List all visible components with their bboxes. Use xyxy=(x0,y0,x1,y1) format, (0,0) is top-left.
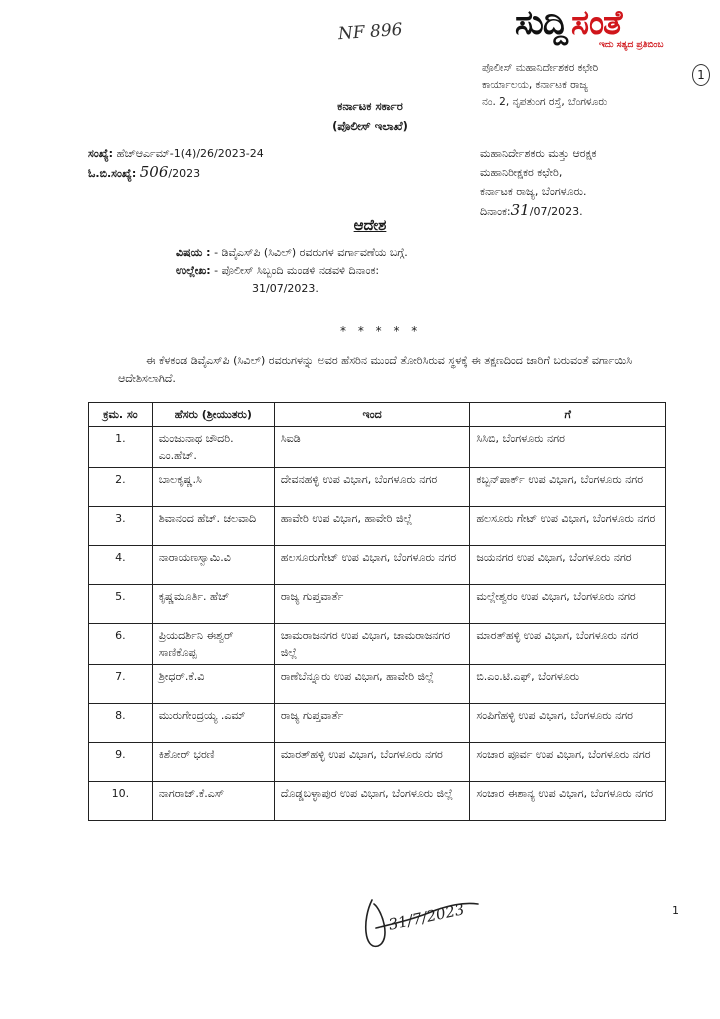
cell-to: ಮಲ್ಲೇಶ್ವರಂ ಉಪ ವಿಭಾಗ, ಬೆಂಗಳೂರು ನಗರ xyxy=(470,585,666,624)
office-address xyxy=(482,60,712,111)
cell-serial: 10. xyxy=(89,782,153,821)
header-from: ಇಂದ xyxy=(274,403,470,427)
cell-to: ಮಾರತ್‌ಹಳ್ಳಿ ಉಪ ವಿಭಾಗ, ಬೆಂಗಳೂರು ನಗರ xyxy=(470,624,666,665)
handwritten-reference: NF 896 xyxy=(337,19,404,45)
cell-name: ಬಾಲಕೃಷ್ಣ.ಸಿ xyxy=(152,468,274,507)
issuer-line: ಕರ್ನಾಟಕ ರಾಜ್ಯ, ಬೆಂಗಳೂರು. xyxy=(480,185,587,198)
cell-serial: 1. xyxy=(89,427,153,468)
cell-serial: 5. xyxy=(89,585,153,624)
cell-name: ಕೃಷ್ಣಮೂರ್ತಿ. ಹೆಚ್ xyxy=(152,585,274,624)
table-row xyxy=(89,507,666,546)
cell-name: ಮುರುಗೇಂದ್ರಯ್ಯ .ಎಮ್ xyxy=(152,704,274,743)
date-day: 31 xyxy=(510,201,530,219)
cell-to: ಕಬ್ಬನ್‌ಪಾರ್ಕ್ ಉಪ ವಿಭಾಗ, ಬೆಂಗಳೂರು ನಗರ xyxy=(470,468,666,507)
table-row xyxy=(89,665,666,704)
cell-to: ಸಂಚಾರ ಈಶಾನ್ಯ ಉಪ ವಿಭಾಗ, ಬೆಂಗಳೂರು ನಗರ xyxy=(470,782,666,821)
cell-name: ಕಿಶೋರ್ ಭರಣಿ xyxy=(152,743,274,782)
section-separator: * * * * * xyxy=(340,324,422,338)
subject-label: ವಿಷಯ : xyxy=(176,246,211,259)
signature-date: 31/7/2023 xyxy=(386,900,466,934)
header-name: ಹೆಸರು (ಶ್ರೀಯುತರು) xyxy=(152,403,274,427)
table-row xyxy=(89,468,666,507)
cell-name: ನಾರಾಯಣಸ್ವಾಮಿ.ವಿ xyxy=(152,546,274,585)
cell-serial: 6. xyxy=(89,624,153,665)
issuer-block xyxy=(480,144,597,221)
table-row xyxy=(89,624,666,665)
header-to: ಗೆ xyxy=(470,403,666,427)
logo-tagline: ಇದು ಸತ್ಯದ ಪ್ರತಿಬಿಂಬ xyxy=(599,40,664,50)
cell-serial: 3. xyxy=(89,507,153,546)
cell-from: ಸಿಐಡಿ xyxy=(274,427,470,468)
reference-number-label: ಸಂಖ್ಯೆ: xyxy=(88,147,114,160)
office-address-line: ಕಾರ್ಯಾಲಯ, ಕರ್ನಾಟಕ ರಾಜ್ಯ xyxy=(482,79,588,91)
page-number: 1 xyxy=(672,904,679,917)
header-serial: ಕ್ರಮ. ಸಂ xyxy=(89,403,153,427)
order-body-text: ಈ ಕೆಳಕಂಡ ಡಿವೈಎಸ್‌ಪಿ (ಸಿವಿಲ್) ರವರುಗಳನ್ನು ಅವರ ಹೆಸರಿನ ಮುಂದೆ ತೋರಿಸಿರುವ ಸ್ಥಳಕ್ಕೆ ಈ ತಕ್ಷಣದಿಂದ ಜಾರಿಗೆ ಬರುವಂತೆ ವರ್ಗಾಯಿಸಿ ಆದೇಶಿಸಲಾಗಿದೆ. xyxy=(118,354,633,385)
cell-from: ರಾಜ್ಯ ಗುಪ್ತವಾರ್ತೆ xyxy=(274,585,470,624)
department-name: (ಪೊಲೀಸ್ ಇಲಾಖೆ) xyxy=(332,119,408,133)
reference-number-value: ಹೆಚ್ಆರ್ಎಮ್-1(4)/26/2023-24 xyxy=(116,147,264,160)
cell-from: ದೊಡ್ಡಬಳ್ಳಾಪುರ ಉಪ ವಿಭಾಗ, ಬೆಂಗಳೂರು ಜಿಲ್ಲೆ xyxy=(274,782,470,821)
reference-text: - ಪೊಲೀಸ್ ಸಿಬ್ಬಂದಿ ಮಂಡಳಿ ನಡವಳಿ ದಿನಾಂಕ: xyxy=(214,264,380,277)
cell-from: ಹಾವೇರಿ ಉಪ ವಿಭಾಗ, ಹಾವೇರಿ ಜಿಲ್ಲೆ xyxy=(274,507,470,546)
table-row xyxy=(89,743,666,782)
cell-name: ನಾಗರಾಜ್.ಕೆ.ಎಸ್ xyxy=(152,782,274,821)
logo-text-primary: ಸುದ್ದಿ xyxy=(515,3,567,43)
cell-name: ಶಿವಾನಂದ ಹೆಚ್. ಚಲವಾದಿ xyxy=(152,507,274,546)
order-title: ಆದೇಶ xyxy=(353,216,387,234)
cell-to: ಸಿಸಿಬಿ, ಬೆಂಗಳೂರು ನಗರ xyxy=(470,427,666,468)
reference-label: ಉಲ್ಲೇಖ: xyxy=(176,264,211,277)
cell-serial: 8. xyxy=(89,704,153,743)
logo-text-secondary: ಸಂತೆ xyxy=(570,3,622,43)
ob-number-year: /2023 xyxy=(168,167,201,180)
table-row xyxy=(89,427,666,468)
subject-text: - ಡಿವೈಎಸ್‌ಪಿ (ಸಿವಿಲ್) ರವರುಗಳ ವರ್ಗಾವಣೆಯ ಬಗ್ಗೆ. xyxy=(214,246,408,259)
government-heading xyxy=(300,96,440,136)
cell-name: ಶ್ರೀಧರ್.ಕೆ.ವಿ xyxy=(152,665,274,704)
cell-from: ಮಾರತ್‌ಹಳ್ಳಿ ಉಪ ವಿಭಾಗ, ಬೆಂಗಳೂರು ನಗರ xyxy=(274,743,470,782)
issuer-line: ಮಹಾನಿರ್ದೇಶಕರು ಮತ್ತು ಆರಕ್ಷಕ xyxy=(480,147,597,160)
cell-from: ರಾಜ್ಯ ಗುಪ್ತವಾರ್ತೆ xyxy=(274,704,470,743)
date-rest: /07/2023. xyxy=(529,205,583,218)
issuer-line: ಮಹಾನಿರೀಕ್ಷಕರ ಕಛೇರಿ, xyxy=(480,166,563,179)
cell-to: ಬಿ.ಎಂ.ಟಿ.ಎಫ್, ಬೆಂಗಳೂರು xyxy=(470,665,666,704)
cell-to: ಹಲಸೂರು ಗೇಟ್ ಉಪ ವಿಭಾಗ, ಬೆಂಗಳೂರು ನಗರ xyxy=(470,507,666,546)
cell-to: ಸಂಪಿಗೆಹಳ್ಳಿ ಉಪ ವಿಭಾಗ, ಬೆಂಗಳೂರು ನಗರ xyxy=(470,704,666,743)
cell-serial: 9. xyxy=(89,743,153,782)
address-circle-number: 1 xyxy=(692,64,710,86)
table-row xyxy=(89,782,666,821)
cell-serial: 2. xyxy=(89,468,153,507)
cell-name: ಪ್ರಿಯದರ್ಶಿನಿ ಈಶ್ವರ್ ಸಾಣಿಕೊಪ್ಪ xyxy=(152,624,274,665)
reference-date: 31/07/2023. xyxy=(252,282,319,295)
office-address-line: ಪೊಲೀಸ್ ಮಹಾನಿರ್ದೇಶಕರ ಕಛೇರಿ xyxy=(482,62,599,74)
table-row xyxy=(89,546,666,585)
table-header-row xyxy=(89,403,666,427)
subject-block xyxy=(176,244,576,298)
watermark-logo xyxy=(515,4,715,56)
cell-name: ಮಂಜುನಾಥ ಚೌದರಿ. ಎಂ.ಹೆಚ್. xyxy=(152,427,274,468)
office-address-line: ನಂ. 2, ನೃಪತುಂಗ ರಸ್ತೆ, ಬೆಂಗಳೂರು xyxy=(482,96,608,108)
table-row xyxy=(89,585,666,624)
cell-from: ಚಾಮರಾಜನಗರ ಉಪ ವಿಭಾಗ, ಚಾಮರಾಜನಗರ ಜಿಲ್ಲೆ xyxy=(274,624,470,665)
cell-serial: 7. xyxy=(89,665,153,704)
cell-from: ರಾಣೆಬೆನ್ನೂರು ಉಪ ವಿಭಾಗ, ಹಾವೇರಿ ಜಿಲ್ಲೆ xyxy=(274,665,470,704)
cell-from: ದೇವನಹಳ್ಳಿ ಉಪ ವಿಭಾಗ, ಬೆಂಗಳೂರು ನಗರ xyxy=(274,468,470,507)
ob-number-value: 506 xyxy=(139,163,169,181)
ob-number-label: ಓ.ಬಿ.ಸಂಖ್ಯೆ: xyxy=(88,167,137,180)
date-label: ದಿನಾಂಕ: xyxy=(480,205,511,218)
reference-numbers xyxy=(88,144,264,183)
cell-from: ಹಲಸೂರುಗೇಟ್ ಉಪ ವಿಭಾಗ, ಬೆಂಗಳೂರು ನಗರ xyxy=(274,546,470,585)
cell-serial: 4. xyxy=(89,546,153,585)
cell-to: ಸಂಚಾರ ಪೂರ್ವ ಉಪ ವಿಭಾಗ, ಬೆಂಗಳೂರು ನಗರ xyxy=(470,743,666,782)
cell-to: ಜಯನಗರ ಉಪ ವಿಭಾಗ, ಬೆಂಗಳೂರು ನಗರ xyxy=(470,546,666,585)
table-row xyxy=(89,704,666,743)
government-name: ಕರ್ನಾಟಕ ಸರ್ಕಾರ xyxy=(337,99,403,113)
transfer-table xyxy=(88,402,666,821)
